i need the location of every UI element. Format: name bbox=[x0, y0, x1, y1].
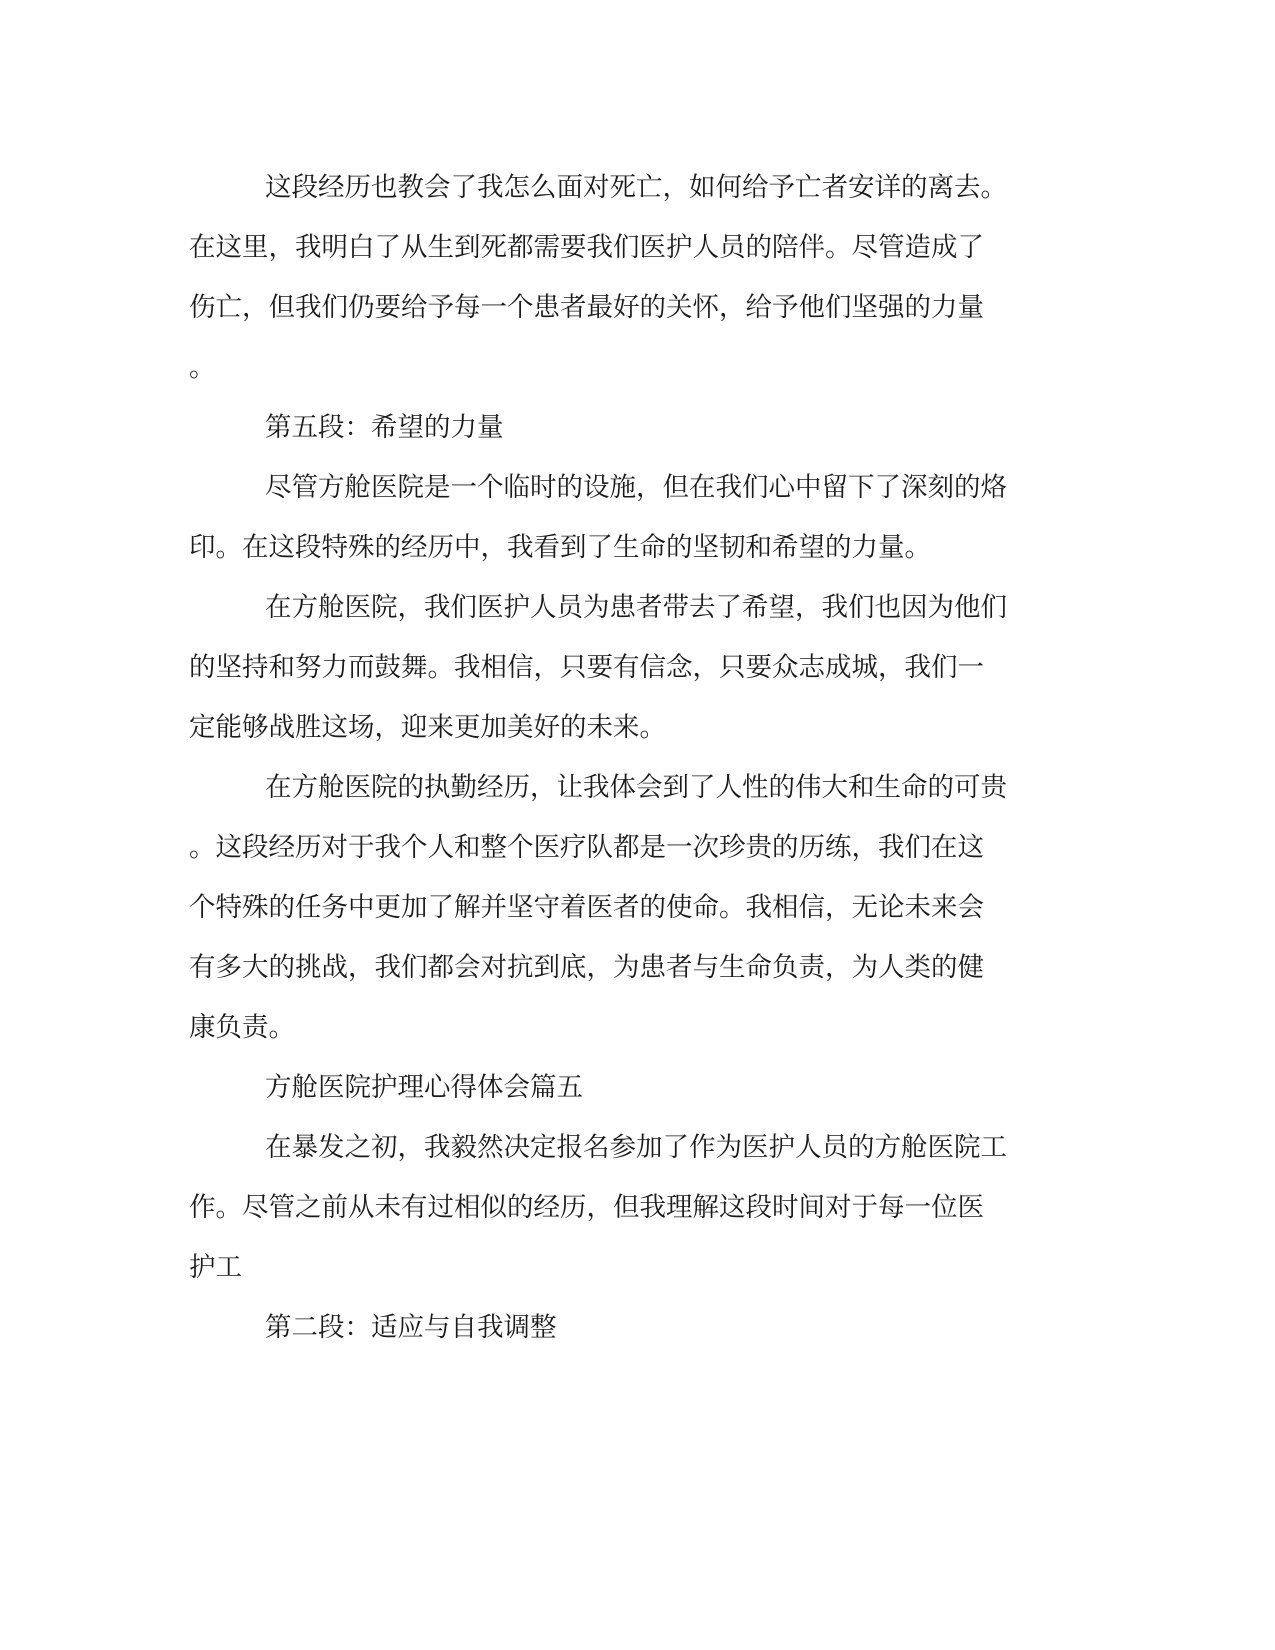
text-line: 康负责。 bbox=[189, 1012, 295, 1043]
text-line: 的坚持和努力而鼓舞。我相信，只要有信念，只要众志成城，我们一 bbox=[189, 652, 984, 683]
text-line: 在这里，我明白了从生到死都需要我们医护人员的陪伴。尽管造成了 bbox=[189, 232, 984, 263]
section-heading-2 bbox=[189, 1298, 1079, 1358]
text-line: 在暴发之初，我毅然决定报名参加了作为医护人员的方舱医院工 bbox=[265, 1132, 1007, 1163]
text-line: 这段经历也教会了我怎么面对死亡，如何给予亡者安详的离去。 bbox=[265, 172, 1007, 203]
text-line: 。这段经历对于我个人和整个医疗队都是一次珍贵的历练，我们在这 bbox=[189, 832, 984, 863]
text-line: 作。尽管之前从未有过相似的经历，但我理解这段时间对于每一位医 bbox=[189, 1192, 984, 1223]
text-line: 个特殊的任务中更加了解并坚守着医者的使命。我相信，无论未来会 bbox=[189, 892, 984, 923]
text-line: 有多大的挑战，我们都会对抗到底，为患者与生命负责，为人类的健 bbox=[189, 952, 984, 983]
text-line: 伤亡，但我们仍要给予每一个患者最好的关怀，给予他们坚强的力量 bbox=[189, 292, 984, 323]
section-heading-5 bbox=[189, 398, 1079, 458]
document-body bbox=[189, 158, 1079, 1358]
heading-text: 第五段：希望的力量 bbox=[265, 412, 504, 443]
text-line: 定能够战胜这场，迎来更加美好的未来。 bbox=[189, 712, 666, 743]
paragraph-temporary-facility bbox=[189, 458, 1079, 578]
article-title-part-5 bbox=[189, 1058, 1079, 1118]
paragraph-hope bbox=[189, 578, 1079, 758]
text-line: 在方舱医院的执勤经历，让我体会到了人性的伟大和生命的可贵 bbox=[265, 772, 1007, 803]
paragraph-death-experience bbox=[189, 158, 1079, 398]
heading-text: 方舱医院护理心得体会篇五 bbox=[265, 1072, 583, 1103]
paragraph-outbreak-start bbox=[189, 1118, 1079, 1298]
paragraph-duty-experience bbox=[189, 758, 1079, 1058]
text-line: 尽管方舱医院是一个临时的设施，但在我们心中留下了深刻的烙 bbox=[265, 472, 1007, 503]
text-line: 。 bbox=[189, 352, 216, 383]
heading-text: 第二段：适应与自我调整 bbox=[265, 1312, 557, 1343]
text-line: 护工 bbox=[189, 1252, 242, 1283]
text-line: 在方舱医院，我们医护人员为患者带去了希望，我们也因为他们 bbox=[265, 592, 1007, 623]
text-line: 印。在这段特殊的经历中，我看到了生命的坚韧和希望的力量。 bbox=[189, 532, 931, 563]
